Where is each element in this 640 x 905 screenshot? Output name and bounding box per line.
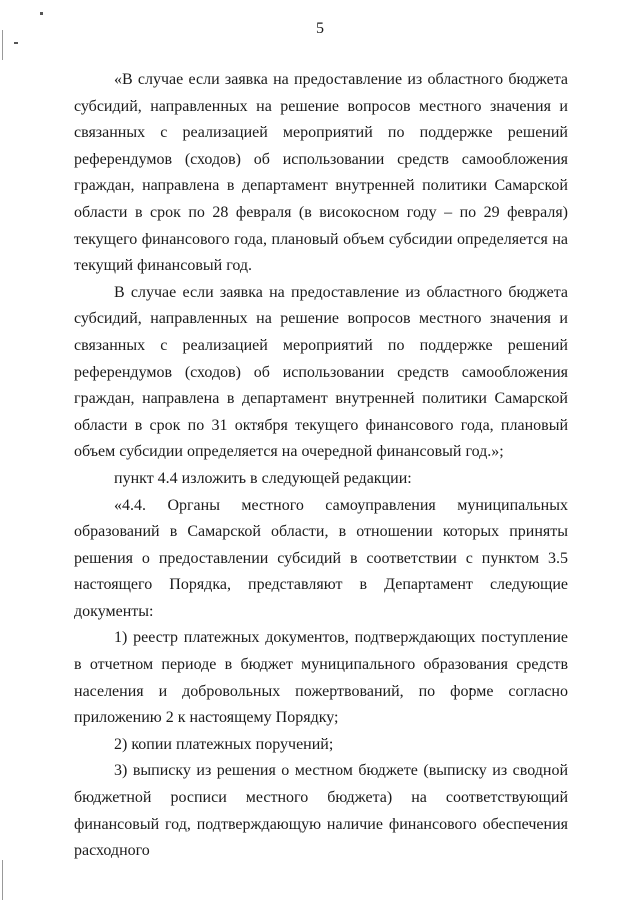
scan-mark bbox=[14, 42, 18, 44]
document-body bbox=[74, 67, 568, 865]
paragraph: 2) копии платежных поручений; bbox=[114, 735, 334, 753]
paragraph: «В случае если заявка на предоставление из областного бюджета субсидий, направленных на решение вопросов местного значения и связанных с реализацией мероприятий по поддержке решений референдумов (сходов) об использовании средств самообложения граждан, направлена в департамент внутренней политики Самарской области в срок по 28 февраля (в високосном году – по 29 февраля) текущего финансового года, плановый объем субсидии определяется на текущий финансовый год. bbox=[74, 71, 568, 275]
scan-mark bbox=[40, 12, 43, 15]
paragraph: В случае если заявка на предоставление из областного бюджета субсидий, направленных на решение вопросов местного значения и связанных с реализацией мероприятий по поддержке решений референдумов (сходов) об использовании средств самообложения граждан, направлена в департамент внутренней политики Самарской области в срок по 31 октября текущего финансового года, плановый объем субсидии определяется на очередной финансовый год.»; bbox=[74, 283, 568, 461]
paragraph: «4.4. Органы местного самоуправления муниципальных образований в Самарской области, в отношении которых приняты решения о предоставлении субсидий в соответствии с пунктом 3.5 настоящего Порядка, представляют в Департамент следующие документы: bbox=[74, 496, 568, 620]
paragraph: пункт 4.4 изложить в следующей редакции: bbox=[114, 469, 412, 487]
page-number: 5 bbox=[316, 20, 324, 37]
paragraph: 3) выписку из решения о местном бюджете (выписку из сводной бюджетной росписи местного бюджета) на соответствующий финансовый год, подтверждающую наличие финансового обеспечения расходного bbox=[74, 762, 568, 860]
paragraph: 1) реестр платежных документов, подтверждающих поступление в отчетном периоде в бюджет муниципального образования средств населения и добровольных пожертвований, по форме согласно приложению 2 к настоящему Порядку; bbox=[74, 629, 568, 727]
scan-mark bbox=[2, 860, 3, 900]
